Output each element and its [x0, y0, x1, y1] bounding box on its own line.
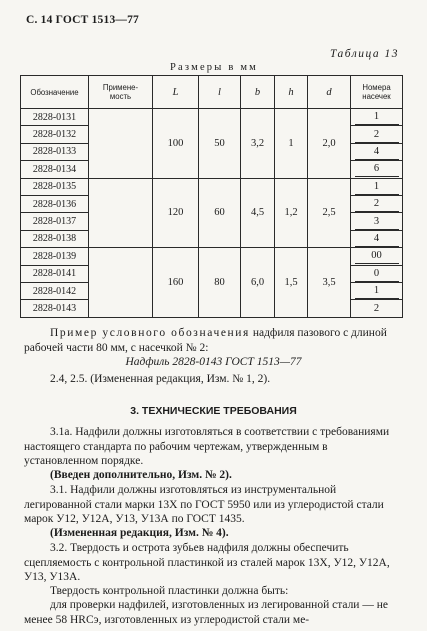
col-header-l: l — [199, 76, 241, 109]
designation-cell: 2828-0143 — [21, 300, 89, 317]
cut-number: 6 — [355, 161, 399, 177]
designation-cell: 2828-0137 — [21, 213, 89, 230]
cut-number: 1 — [355, 179, 399, 195]
L-value: 100 — [153, 109, 199, 179]
col-header-designation: Обозначение — [21, 76, 89, 109]
l-value: 50 — [199, 109, 241, 179]
paragraph-hardness: Твердость контрольной пластинки должна быть: — [50, 585, 289, 597]
designation-cell: 2828-0139 — [21, 248, 89, 265]
cut-number-cell — [351, 230, 403, 247]
l-value: 80 — [199, 248, 241, 318]
cut-number: 2 — [355, 127, 399, 143]
cut-number-cell — [351, 161, 403, 178]
cut-number: 3 — [355, 214, 399, 230]
cut-number: 4 — [355, 231, 399, 247]
cut-number: 00 — [355, 248, 399, 264]
note-3-1: (Измененная редакция, Изм. № 4). — [50, 527, 229, 539]
designation-example-rest: надфиля пазового с длиной рабочей части 80 мм, с насечкой № 2: — [24, 327, 387, 354]
designation-cell: 2828-0135 — [21, 178, 89, 195]
col-header-L: L — [153, 76, 199, 109]
designation-cell: 2828-0142 — [21, 282, 89, 299]
cut-number-cell — [351, 282, 403, 299]
applicability-cell — [89, 109, 153, 179]
L-value: 120 — [153, 178, 199, 248]
col-header-b: b — [241, 76, 275, 109]
cut-number: 1 — [355, 283, 399, 299]
dimensions-caption: Размеры в мм — [170, 62, 259, 73]
cut-number: 1 — [355, 109, 399, 125]
paragraph-check: для проверки надфилей, изготовленных из легированной стали — не менее 58 HRCэ, изготовленных из углеродистой стали ме- — [24, 599, 388, 626]
cut-number-cell — [351, 143, 403, 160]
designation-cell: 2828-0136 — [21, 195, 89, 212]
col-header-h: h — [275, 76, 308, 109]
cut-number-cell — [351, 195, 403, 212]
table-row — [21, 178, 403, 195]
applicability-cell — [89, 178, 153, 248]
dimensions-table — [20, 75, 403, 318]
cut-number: 4 — [355, 144, 399, 160]
paragraph-3-1: 3.1. Надфили должны изготовляться из инструментальной легированной стали марки 13Х по ГОСТ 5950 или из углеродистой стали марок У12, У12А, У13, У13А по ГОСТ 1435. — [24, 484, 384, 525]
designation-cell: 2828-0141 — [21, 265, 89, 282]
h-value: 1,2 — [275, 178, 308, 248]
designation-formula: Надфиль 2828-0143 ГОСТ 1513—77 — [125, 356, 302, 368]
cut-number-cell — [351, 300, 403, 317]
cut-number-cell — [351, 126, 403, 143]
paragraph-3-1a: 3.1а. Надфили должны изготовляться в соответствии с требованиями настоящего стандарта по рабочим чертежам, утвержденным в установленном порядке. — [24, 426, 390, 467]
designation-example-lead: Пример условного обозначения — [50, 327, 250, 339]
cut-number-cell — [351, 178, 403, 195]
cut-number: 2 — [373, 302, 380, 314]
h-value: 1 — [275, 109, 308, 179]
col-header-applicability-text: Примене- мость — [102, 83, 139, 101]
table-caption: Таблица 13 — [329, 48, 399, 60]
d-value: 2,0 — [308, 109, 351, 179]
h-value: 1,5 — [275, 248, 308, 318]
cut-number: 0 — [355, 266, 399, 282]
edit-note-2-4: 2.4, 2.5. (Измененная редакция, Изм. № 1, 2). — [50, 373, 271, 385]
section-heading: 3. ТЕХНИЧЕСКИЕ ТРЕБОВАНИЯ — [130, 405, 297, 417]
designation-cell: 2828-0131 — [21, 109, 89, 126]
cut-number-cell — [351, 109, 403, 126]
designation-example — [24, 326, 404, 355]
note-3-1a: (Введен дополнительно, Изм. № 2). — [50, 469, 232, 481]
d-value: 2,5 — [308, 178, 351, 248]
cut-number-cell — [351, 248, 403, 265]
col-header-applicability — [89, 76, 153, 109]
designation-cell: 2828-0134 — [21, 161, 89, 178]
table-row — [21, 109, 403, 126]
cut-number: 2 — [355, 196, 399, 212]
cut-number-cell — [351, 213, 403, 230]
paragraph-3-2: 3.2. Твердость и острота зубьев надфиля должны обеспечить сцепляемость с контрольной пластинкой из сталей марок 13Х, У12, У12А, У13, У13А. — [24, 542, 390, 583]
designation-cell: 2828-0138 — [21, 230, 89, 247]
L-value: 160 — [153, 248, 199, 318]
table-header-row — [21, 76, 403, 109]
b-value: 3,2 — [241, 109, 275, 179]
page-header: С. 14 ГОСТ 1513—77 — [26, 14, 139, 26]
d-value: 3,5 — [308, 248, 351, 318]
cut-number-cell — [351, 265, 403, 282]
table-row — [21, 248, 403, 265]
col-header-cut-numbers-text: Номера насечек — [362, 83, 391, 101]
designation-cell: 2828-0133 — [21, 143, 89, 160]
b-value: 6,0 — [241, 248, 275, 318]
col-header-d: d — [308, 76, 351, 109]
l-value: 60 — [199, 178, 241, 248]
b-value: 4,5 — [241, 178, 275, 248]
applicability-cell — [89, 248, 153, 318]
designation-cell: 2828-0132 — [21, 126, 89, 143]
col-header-cut-numbers — [351, 76, 403, 109]
